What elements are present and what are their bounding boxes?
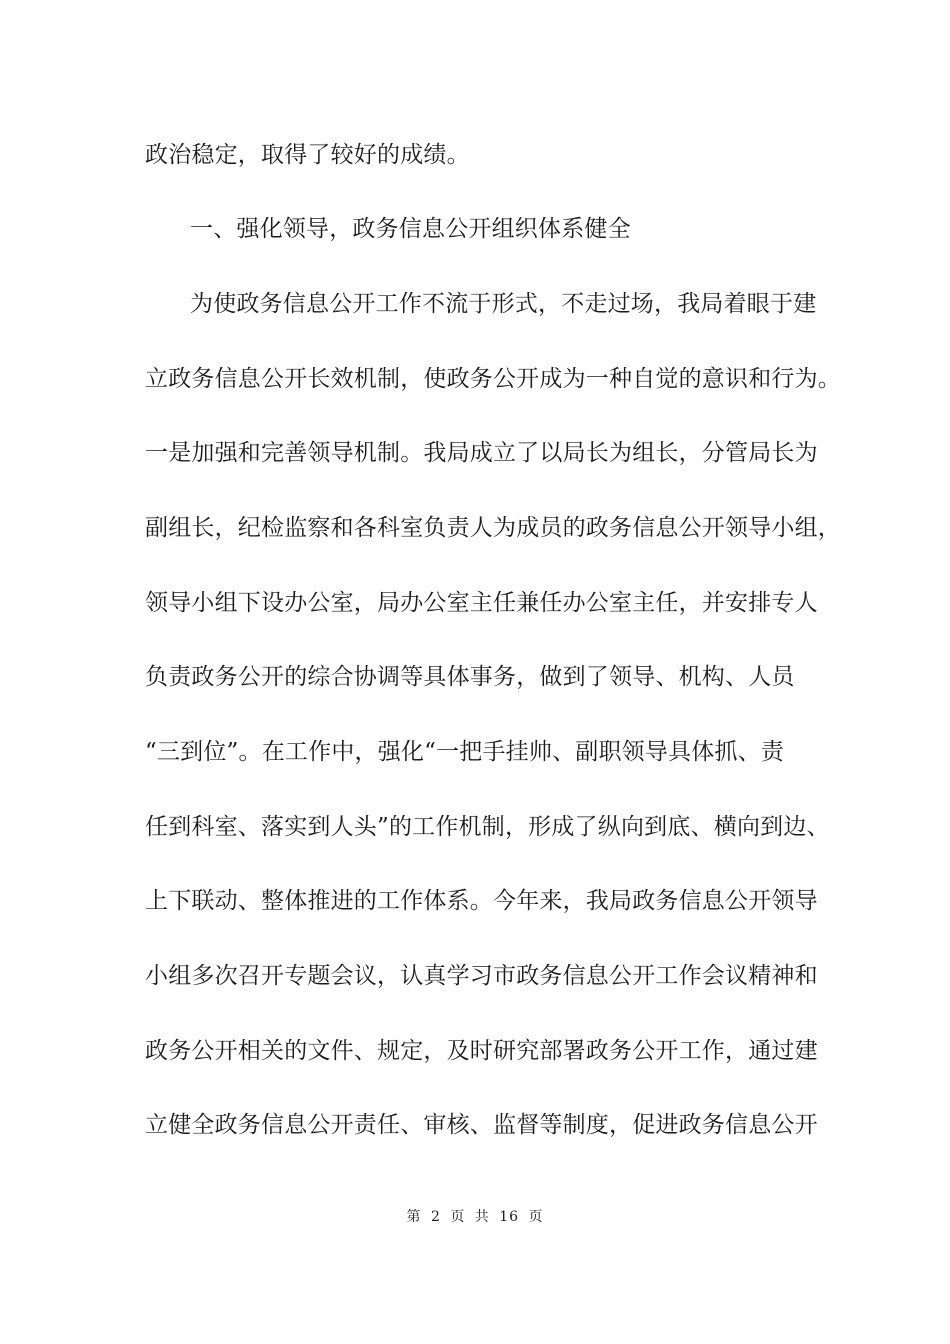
body-text-line: 为使政务信息公开工作不流于形式，不走过场，我局着眼于建 [190, 291, 817, 317]
body-text-line: 政治稳定，取得了较好的成绩。 [145, 142, 470, 168]
footer-prefix: 第 [406, 1209, 422, 1225]
section-heading: 一、强化领导，政务信息公开组织体系健全 [190, 216, 631, 242]
current-page-number: 2 [430, 1209, 441, 1225]
body-text-line: 领导小组下设办公室，局办公室主任兼任办公室主任，并安排专人 [145, 590, 818, 616]
body-text-line: 一是加强和完善领导机制。我局成立了以局长为组长，分管局长为 [145, 440, 818, 466]
body-text-line: “三到位”。在工作中，强化“一把手挂帅、副职领导具体抓、责 [145, 739, 785, 765]
body-text-line: 负责政务公开的综合协调等具体事务，做到了领导、机构、人员 [145, 664, 795, 690]
body-text-line: 立政务信息公开长效机制，使政务公开成为一种自觉的意识和行为。 [145, 366, 841, 392]
page-number-footer [0, 1207, 950, 1227]
body-text-line: 立健全政务信息公开责任、审核、监督等制度，促进政务信息公开 [145, 1112, 818, 1138]
footer-page-unit: 页 [450, 1209, 466, 1225]
body-text-line: 任到科室、落实到人头”的工作机制，形成了纵向到底、横向到边、 [145, 814, 830, 840]
body-text-line: 政务公开相关的文件、规定，及时研究部署政务公开工作，通过建 [145, 1038, 818, 1064]
footer-suffix: 页 [528, 1209, 544, 1225]
body-text-line: 小组多次召开专题会议，认真学习市政务信息公开工作会议精神和 [145, 963, 818, 989]
total-page-count: 16 [499, 1209, 520, 1225]
footer-total-label: 共 [474, 1209, 490, 1225]
body-text-line: 上下联动、整体推进的工作体系。今年来，我局政务信息公开领导 [145, 888, 818, 914]
body-text-line: 副组长，纪检监察和各科室负责人为成员的政务信息公开领导小组， [145, 515, 841, 541]
